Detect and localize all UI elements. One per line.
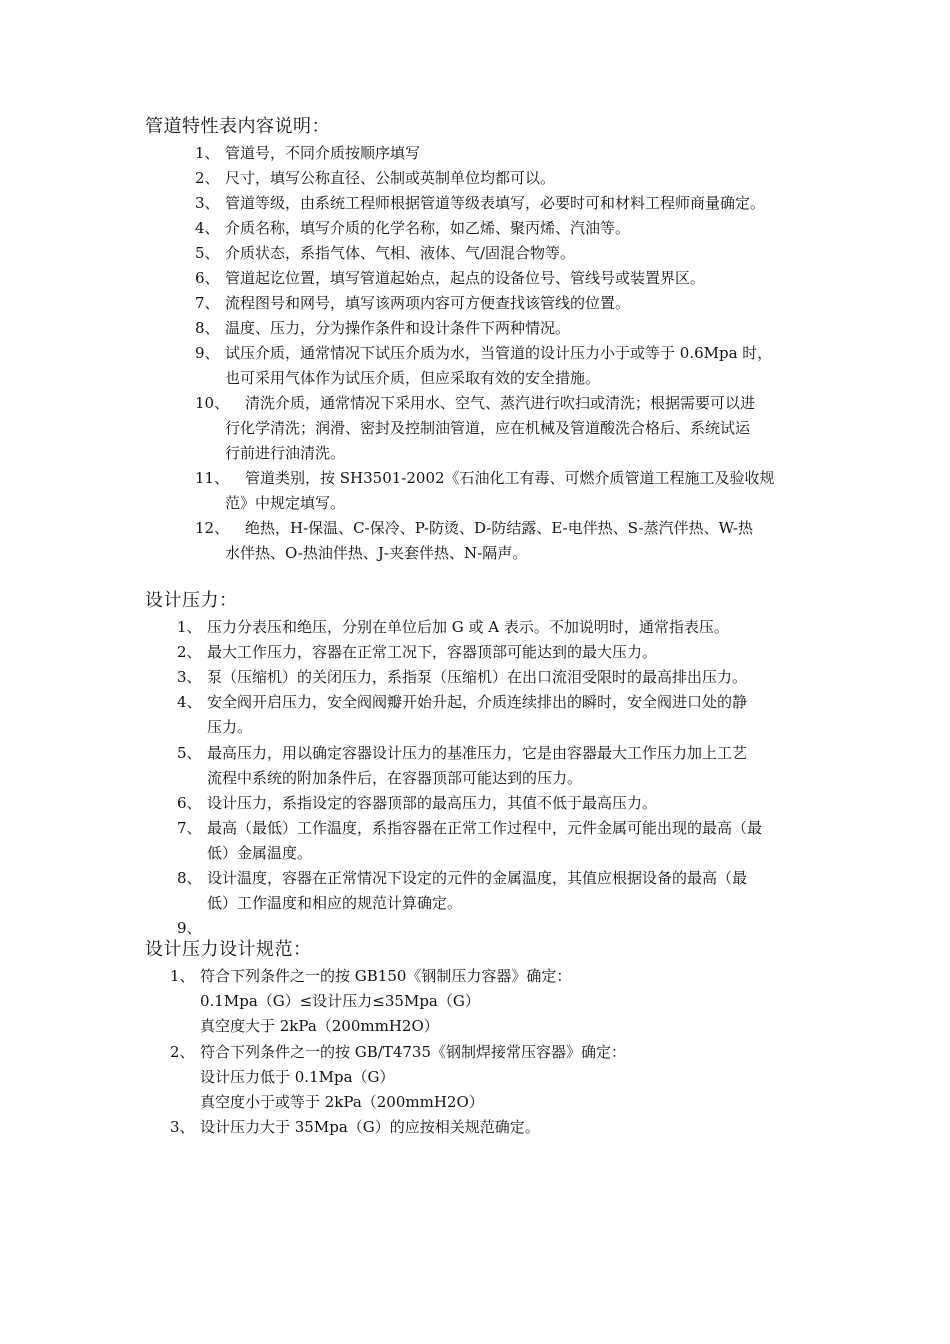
- item-text: 最高（最低）工作温度，系指容器在正常工作过程中，元件金属可能出现的最高（最: [207, 819, 763, 837]
- item-number: 6、: [195, 269, 220, 287]
- item-number: 8、: [177, 869, 202, 887]
- item-text: 管道类别，按 SH3501-2002《石油化工有毒、可燃介质管道工程施工及验收规: [245, 469, 775, 487]
- item-text-continuation: 也可采用气体作为试压介质，但应采取有效的安全措施。: [225, 369, 601, 387]
- item-text-continuation: 真空度小于或等于 2kPa（200mmH2O）: [200, 1093, 484, 1111]
- item-number: 1、: [170, 967, 195, 985]
- item-number: 4、: [177, 693, 202, 711]
- item-number: 9、: [195, 344, 220, 362]
- item-text: 温度、压力，分为操作条件和设计条件下两种情况。: [225, 319, 571, 337]
- item-text: 管道起讫位置，填写管道起始点，起点的设备位号、管线号或装置界区。: [225, 269, 706, 287]
- item-number: 2、: [170, 1043, 195, 1061]
- item-text: 介质名称，填写介质的化学名称，如乙烯、聚丙烯、汽油等。: [225, 219, 631, 237]
- item-number: 4、: [195, 219, 220, 237]
- item-text: 管道等级，由系统工程师根据管道等级表填写，必要时可和材料工程师商量确定。: [225, 194, 766, 212]
- item-text: 泵（压缩机）的关闭压力，系指泵（压缩机）在出口流泪受限时的最高排出压力。: [207, 668, 748, 686]
- item-text-continuation: 行化学清洗；润滑、密封及控制油管道，应在机械及管道酸洗合格后、系统试运: [225, 419, 751, 437]
- item-number: 8、: [195, 319, 220, 337]
- item-number: 6、: [177, 794, 202, 812]
- section3-title: 设计压力设计规范：: [145, 939, 312, 960]
- item-number: 9、: [177, 919, 202, 937]
- section1-title: 管道特性表内容说明：: [145, 116, 330, 137]
- item-text-continuation: 低）金属温度。: [207, 844, 313, 862]
- item-text: 清洗介质，通常情况下采用水、空气、蒸汽进行吹扫或清洗；根据需要可以进: [245, 394, 756, 412]
- item-number: 1、: [177, 618, 202, 636]
- section2-title: 设计压力：: [145, 590, 238, 611]
- item-text: 设计压力，系指设定的容器顶部的最高压力，其值不低于最高压力。: [207, 794, 658, 812]
- item-text: 绝热，H-保温、C-保冷、P-防烫、D-防结露、E-电伴热、S-蒸汽伴热、W-热: [245, 519, 753, 537]
- item-text: 介质状态，系指气体、气相、液体、气/固混合物等。: [225, 244, 576, 262]
- item-number: 2、: [177, 643, 202, 661]
- item-text: 最高压力，用以确定容器设计压力的基准压力，它是由容器最大工作压力加上工艺: [207, 744, 748, 762]
- item-number: 5、: [177, 744, 202, 762]
- item-text-continuation: 行前进行油清洗。: [225, 444, 346, 462]
- item-text: 最大工作压力，容器在正常工况下，容器顶部可能达到的最大压力。: [207, 643, 658, 661]
- item-text: 压力分表压和绝压，分别在单位后加 G 或 A 表示。不加说明时，通常指表压。: [207, 618, 729, 636]
- item-number: 3、: [177, 668, 202, 686]
- item-text: 试压介质，通常情况下试压介质为水，当管道的设计压力小于或等于 0.6Mpa 时，: [225, 344, 773, 362]
- item-text: 设计温度，容器在正常情况下设定的元件的金属温度，其值应根据设备的最高（最: [207, 869, 748, 887]
- item-number: 2、: [195, 169, 220, 187]
- item-number: 3、: [195, 194, 220, 212]
- item-text-continuation: 设计压力低于 0.1Mpa（G）: [200, 1068, 395, 1086]
- item-text-continuation: 范》中规定填写。: [225, 494, 346, 512]
- item-number: 3、: [170, 1118, 195, 1136]
- item-text: 管道号，不同介质按顺序填写: [225, 144, 421, 162]
- item-text: 流程图号和网号，填写该两项内容可方便查找该管线的位置。: [225, 294, 631, 312]
- item-text-continuation: 0.1Mpa（G）≤设计压力≤35Mpa（G）: [200, 992, 480, 1010]
- item-text-continuation: 流程中系统的附加条件后，在容器顶部可能达到的压力。: [207, 769, 583, 787]
- item-text: 尺寸，填写公称直径、公制或英制单位均都可以。: [225, 169, 556, 187]
- item-text-continuation: 压力。: [207, 718, 253, 736]
- item-text: 安全阀开启压力，安全阀阀瓣开始升起，介质连续排出的瞬时，安全阀进口处的静: [207, 693, 748, 711]
- item-number: 1、: [195, 144, 220, 162]
- item-number: 12、: [195, 519, 230, 537]
- item-number: 7、: [177, 819, 202, 837]
- item-text: 设计压力大于 35Mpa（G）的应按相关规范确定。: [200, 1118, 540, 1136]
- item-text: 符合下列条件之一的按 GB150《钢制压力容器》确定：: [200, 967, 572, 985]
- item-number: 11、: [195, 469, 230, 487]
- item-text-continuation: 水伴热、O-热油伴热、J-夹套伴热、N-隔声。: [225, 544, 528, 562]
- item-number: 10、: [195, 394, 230, 412]
- item-text: 符合下列条件之一的按 GB/T4735《钢制焊接常压容器》确定：: [200, 1043, 627, 1061]
- item-text-continuation: 低）工作温度和相应的规范计算确定。: [207, 894, 463, 912]
- item-text-continuation: 真空度大于 2kPa（200mmH2O）: [200, 1017, 439, 1035]
- item-number: 7、: [195, 294, 220, 312]
- item-number: 5、: [195, 244, 220, 262]
